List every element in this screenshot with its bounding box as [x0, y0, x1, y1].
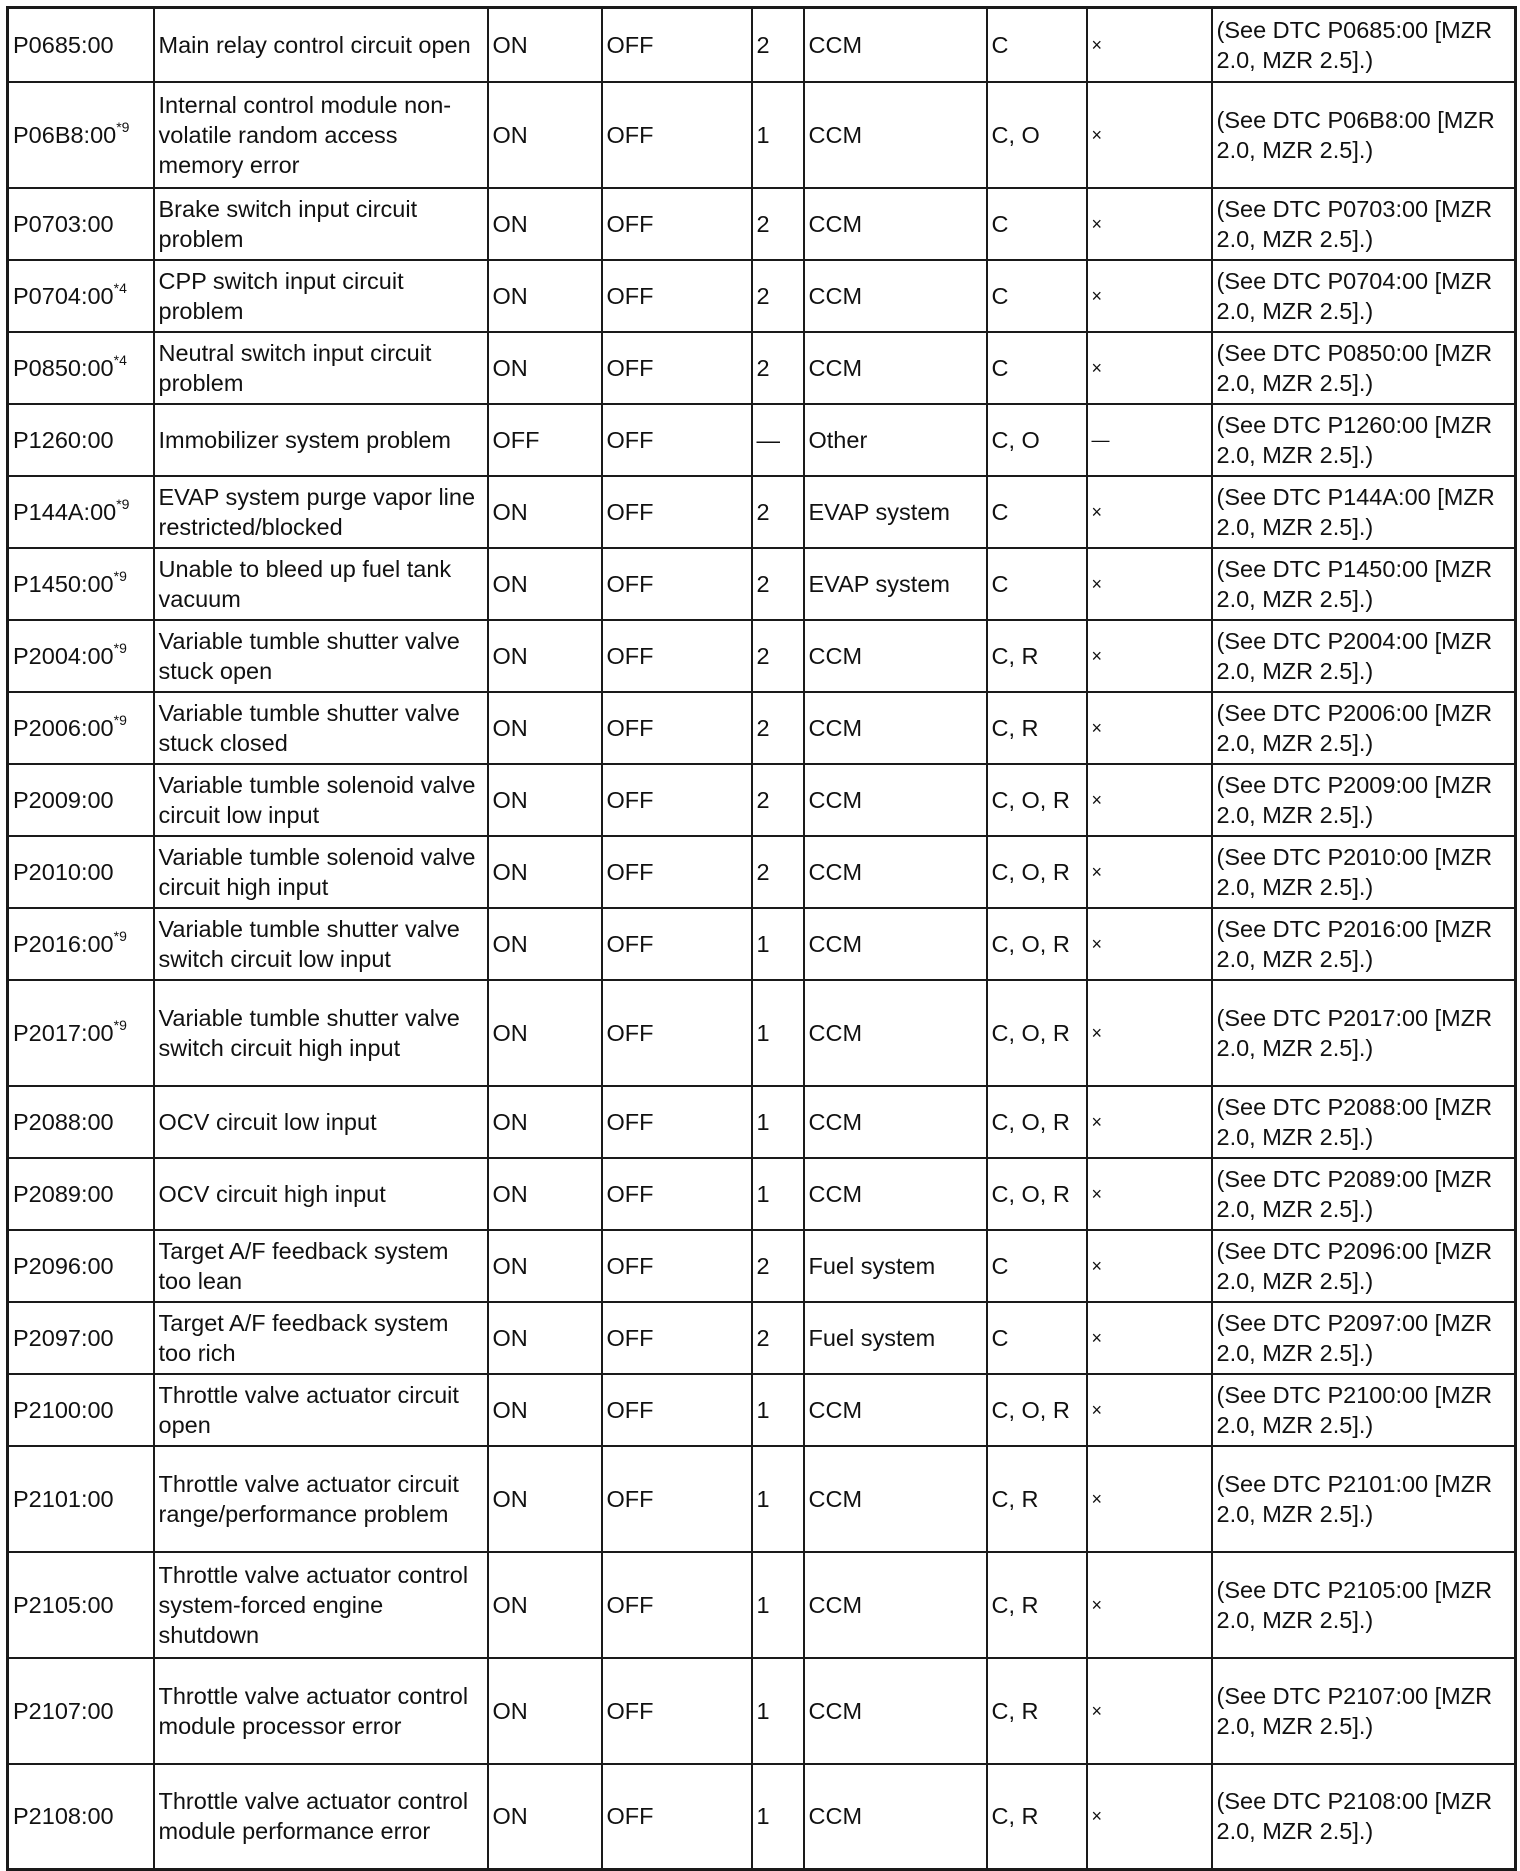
table-row	[8, 1552, 1516, 1658]
description-cell: OCV circuit high input	[154, 1158, 488, 1230]
table-row	[8, 764, 1516, 836]
trip-cell: 2	[752, 476, 804, 548]
generator-light-cell: OFF	[602, 82, 752, 188]
footnote-marker: *9	[113, 711, 127, 728]
footnote-marker: *9	[116, 118, 130, 135]
generator-light-cell: OFF	[602, 1374, 752, 1446]
description-cell: Variable tumble solenoid valve circuit low input	[154, 764, 488, 836]
table-row	[8, 1764, 1516, 1870]
trip-cell: 1	[752, 1086, 804, 1158]
description-cell: CPP switch input circuit problem	[154, 260, 488, 332]
memory-function-cell: C, O, R	[987, 908, 1087, 980]
memory-function-cell: C, O	[987, 82, 1087, 188]
monitor-item-cell: Other	[804, 404, 987, 476]
footnote-marker: *9	[116, 495, 130, 512]
mil-cell: ON	[488, 1230, 602, 1302]
memory-function-cell: C, O, R	[987, 1158, 1087, 1230]
memory-function-cell: C	[987, 548, 1087, 620]
monitor-item-cell: CCM	[804, 764, 987, 836]
generator-light-cell: OFF	[602, 1086, 752, 1158]
dtc-code-cell	[8, 82, 154, 188]
generator-light-cell: OFF	[602, 764, 752, 836]
table-row	[8, 332, 1516, 404]
description-cell: Target A/F feedback system too rich	[154, 1302, 488, 1374]
dtc-code: P2096:00	[13, 1252, 114, 1279]
mil-cell: ON	[488, 1302, 602, 1374]
trip-cell: 2	[752, 8, 804, 82]
reference-cell: (See DTC P1450:00 [MZR 2.0, MZR 2.5].)	[1212, 548, 1516, 620]
mil-cell: ON	[488, 1446, 602, 1552]
table-row	[8, 82, 1516, 188]
trip-cell: 2	[752, 548, 804, 620]
footnote-marker: *4	[113, 351, 127, 368]
monitor-item-cell: CCM	[804, 908, 987, 980]
self-test-mark-cell: ×	[1087, 332, 1212, 404]
description-cell: Neutral switch input circuit problem	[154, 332, 488, 404]
reference-cell: (See DTC P144A:00 [MZR 2.0, MZR 2.5].)	[1212, 476, 1516, 548]
table-row	[8, 1302, 1516, 1374]
dtc-code: P2108:00	[13, 1803, 114, 1830]
table-row	[8, 980, 1516, 1086]
description-cell: Throttle valve actuator control module processor error	[154, 1658, 488, 1764]
dtc-code: P2016:00	[13, 930, 114, 957]
reference-cell: (See DTC P2016:00 [MZR 2.0, MZR 2.5].)	[1212, 908, 1516, 980]
monitor-item-cell: Fuel system	[804, 1302, 987, 1374]
generator-light-cell: OFF	[602, 332, 752, 404]
self-test-mark-cell: ×	[1087, 692, 1212, 764]
memory-function-cell: C, R	[987, 1552, 1087, 1658]
reference-cell: (See DTC P2096:00 [MZR 2.0, MZR 2.5].)	[1212, 1230, 1516, 1302]
monitor-item-cell: CCM	[804, 260, 987, 332]
dtc-code-cell	[8, 620, 154, 692]
table-row	[8, 1230, 1516, 1302]
trip-cell: 2	[752, 1302, 804, 1374]
dtc-table-body	[8, 8, 1516, 1870]
mil-cell: ON	[488, 260, 602, 332]
dtc-code-cell	[8, 332, 154, 404]
reference-cell: (See DTC P2009:00 [MZR 2.0, MZR 2.5].)	[1212, 764, 1516, 836]
generator-light-cell: OFF	[602, 1446, 752, 1552]
self-test-mark-cell: ×	[1087, 1374, 1212, 1446]
reference-cell: (See DTC P2088:00 [MZR 2.0, MZR 2.5].)	[1212, 1086, 1516, 1158]
dtc-code: P06B8:00	[13, 121, 117, 148]
dtc-code-cell	[8, 692, 154, 764]
dtc-code: P2006:00	[13, 714, 114, 741]
self-test-mark-cell: ×	[1087, 908, 1212, 980]
description-cell: Variable tumble shutter valve switch circuit low input	[154, 908, 488, 980]
mil-cell: OFF	[488, 404, 602, 476]
dtc-code-cell	[8, 188, 154, 260]
memory-function-cell: C, R	[987, 620, 1087, 692]
memory-function-cell: C	[987, 476, 1087, 548]
generator-light-cell: OFF	[602, 836, 752, 908]
dtc-code-cell	[8, 1446, 154, 1552]
mil-cell: ON	[488, 332, 602, 404]
dtc-code-cell	[8, 908, 154, 980]
trip-cell: 2	[752, 332, 804, 404]
reference-cell: (See DTC P0850:00 [MZR 2.0, MZR 2.5].)	[1212, 332, 1516, 404]
dtc-code: P2088:00	[13, 1108, 114, 1135]
table-row	[8, 548, 1516, 620]
reference-cell: (See DTC P0685:00 [MZR 2.0, MZR 2.5].)	[1212, 8, 1516, 82]
footnote-marker: *4	[113, 279, 127, 296]
description-cell: Variable tumble shutter valve switch circuit high input	[154, 980, 488, 1086]
trip-cell: 2	[752, 188, 804, 260]
trip-cell: 2	[752, 836, 804, 908]
dtc-code: P0703:00	[13, 210, 114, 237]
dtc-code: P2009:00	[13, 786, 114, 813]
table-row	[8, 836, 1516, 908]
trip-cell: 1	[752, 1374, 804, 1446]
generator-light-cell: OFF	[602, 188, 752, 260]
generator-light-cell: OFF	[602, 1302, 752, 1374]
description-cell: Variable tumble shutter valve stuck closed	[154, 692, 488, 764]
table-row	[8, 260, 1516, 332]
trip-cell: 2	[752, 764, 804, 836]
dtc-code: P0850:00	[13, 354, 114, 381]
reference-cell: (See DTC P2100:00 [MZR 2.0, MZR 2.5].)	[1212, 1374, 1516, 1446]
memory-function-cell: C, R	[987, 1446, 1087, 1552]
table-row	[8, 908, 1516, 980]
memory-function-cell: C, O	[987, 404, 1087, 476]
mil-cell: ON	[488, 1658, 602, 1764]
self-test-mark-cell: ×	[1087, 260, 1212, 332]
self-test-mark-cell: ×	[1087, 1302, 1212, 1374]
self-test-mark-cell: ×	[1087, 764, 1212, 836]
description-cell: Internal control module non-volatile random access memory error	[154, 82, 488, 188]
monitor-item-cell: CCM	[804, 1158, 987, 1230]
table-row	[8, 1374, 1516, 1446]
self-test-mark-cell: ×	[1087, 1230, 1212, 1302]
monitor-item-cell: CCM	[804, 1552, 987, 1658]
trip-cell: 2	[752, 692, 804, 764]
dtc-code-cell	[8, 1086, 154, 1158]
dtc-code: P144A:00	[13, 498, 117, 525]
reference-cell: (See DTC P2101:00 [MZR 2.0, MZR 2.5].)	[1212, 1446, 1516, 1552]
trip-cell: 1	[752, 908, 804, 980]
dtc-code: P2097:00	[13, 1324, 114, 1351]
generator-light-cell: OFF	[602, 908, 752, 980]
mil-cell: ON	[488, 620, 602, 692]
description-cell: Unable to bleed up fuel tank vacuum	[154, 548, 488, 620]
trip-cell: 1	[752, 1552, 804, 1658]
reference-cell: (See DTC P06B8:00 [MZR 2.0, MZR 2.5].)	[1212, 82, 1516, 188]
memory-function-cell: C	[987, 188, 1087, 260]
monitor-item-cell: CCM	[804, 1764, 987, 1870]
self-test-mark-cell: ×	[1087, 1552, 1212, 1658]
memory-function-cell: C	[987, 1302, 1087, 1374]
dtc-code-cell	[8, 476, 154, 548]
dtc-table	[6, 6, 1517, 1871]
generator-light-cell: OFF	[602, 476, 752, 548]
mil-cell: ON	[488, 1374, 602, 1446]
trip-cell: 1	[752, 1764, 804, 1870]
table-row	[8, 1086, 1516, 1158]
monitor-item-cell: CCM	[804, 82, 987, 188]
dtc-code-cell	[8, 836, 154, 908]
dtc-code-cell	[8, 8, 154, 82]
monitor-item-cell: CCM	[804, 8, 987, 82]
mil-cell: ON	[488, 1552, 602, 1658]
trip-cell: 2	[752, 620, 804, 692]
description-cell: Throttle valve actuator control system-forced engine shutdown	[154, 1552, 488, 1658]
monitor-item-cell: CCM	[804, 1446, 987, 1552]
description-cell: Immobilizer system problem	[154, 404, 488, 476]
footnote-marker: *9	[113, 927, 127, 944]
monitor-item-cell: CCM	[804, 620, 987, 692]
reference-cell: (See DTC P2097:00 [MZR 2.0, MZR 2.5].)	[1212, 1302, 1516, 1374]
description-cell: Brake switch input circuit problem	[154, 188, 488, 260]
self-test-mark-cell: ×	[1087, 8, 1212, 82]
dtc-code: P2089:00	[13, 1180, 114, 1207]
table-row	[8, 476, 1516, 548]
dtc-code-cell	[8, 1764, 154, 1870]
memory-function-cell: C	[987, 260, 1087, 332]
trip-cell: 1	[752, 1446, 804, 1552]
trip-cell: 1	[752, 1658, 804, 1764]
monitor-item-cell: CCM	[804, 1086, 987, 1158]
dtc-code-cell	[8, 980, 154, 1086]
dtc-code: P2107:00	[13, 1697, 114, 1724]
reference-cell: (See DTC P2089:00 [MZR 2.0, MZR 2.5].)	[1212, 1158, 1516, 1230]
generator-light-cell: OFF	[602, 620, 752, 692]
trip-cell: 1	[752, 980, 804, 1086]
memory-function-cell: C, R	[987, 692, 1087, 764]
reference-cell: (See DTC P2105:00 [MZR 2.0, MZR 2.5].)	[1212, 1552, 1516, 1658]
generator-light-cell: OFF	[602, 260, 752, 332]
generator-light-cell: OFF	[602, 1552, 752, 1658]
table-row	[8, 620, 1516, 692]
trip-cell: —	[752, 404, 804, 476]
self-test-mark-cell: ×	[1087, 1158, 1212, 1230]
self-test-mark-cell: ×	[1087, 980, 1212, 1086]
self-test-mark-cell: ×	[1087, 1658, 1212, 1764]
reference-cell: (See DTC P2010:00 [MZR 2.0, MZR 2.5].)	[1212, 836, 1516, 908]
self-test-mark-cell: ×	[1087, 620, 1212, 692]
dtc-code-cell	[8, 1552, 154, 1658]
monitor-item-cell: CCM	[804, 1658, 987, 1764]
monitor-item-cell: EVAP system	[804, 476, 987, 548]
monitor-item-cell: CCM	[804, 980, 987, 1086]
mil-cell: ON	[488, 692, 602, 764]
reference-cell: (See DTC P1260:00 [MZR 2.0, MZR 2.5].)	[1212, 404, 1516, 476]
generator-light-cell: OFF	[602, 692, 752, 764]
dtc-code-cell	[8, 1658, 154, 1764]
mil-cell: ON	[488, 476, 602, 548]
mil-cell: ON	[488, 908, 602, 980]
self-test-mark-cell: ×	[1087, 1446, 1212, 1552]
trip-cell: 1	[752, 82, 804, 188]
trip-cell: 2	[752, 1230, 804, 1302]
memory-function-cell: C, O, R	[987, 980, 1087, 1086]
mil-cell: ON	[488, 980, 602, 1086]
dtc-code-cell	[8, 1302, 154, 1374]
monitor-item-cell: Fuel system	[804, 1230, 987, 1302]
self-test-mark-cell: ×	[1087, 82, 1212, 188]
table-row	[8, 692, 1516, 764]
memory-function-cell: C, O, R	[987, 1374, 1087, 1446]
dtc-code: P0704:00	[13, 282, 114, 309]
dtc-code: P2101:00	[13, 1485, 114, 1512]
footnote-marker: *9	[113, 567, 127, 584]
memory-function-cell: C	[987, 1230, 1087, 1302]
mil-cell: ON	[488, 188, 602, 260]
generator-light-cell: OFF	[602, 8, 752, 82]
dtc-code-cell	[8, 1374, 154, 1446]
mil-cell: ON	[488, 1158, 602, 1230]
description-cell: Throttle valve actuator control module performance error	[154, 1764, 488, 1870]
monitor-item-cell: CCM	[804, 332, 987, 404]
reference-cell: (See DTC P2004:00 [MZR 2.0, MZR 2.5].)	[1212, 620, 1516, 692]
table-row	[8, 1446, 1516, 1552]
memory-function-cell: C	[987, 8, 1087, 82]
mil-cell: ON	[488, 1086, 602, 1158]
dtc-code: P2004:00	[13, 642, 114, 669]
monitor-item-cell: CCM	[804, 692, 987, 764]
description-cell: Variable tumble solenoid valve circuit high input	[154, 836, 488, 908]
table-row	[8, 188, 1516, 260]
dtc-code: P1260:00	[13, 426, 114, 453]
trip-cell: 2	[752, 260, 804, 332]
reference-cell: (See DTC P2006:00 [MZR 2.0, MZR 2.5].)	[1212, 692, 1516, 764]
description-cell: EVAP system purge vapor line restricted/blocked	[154, 476, 488, 548]
generator-light-cell: OFF	[602, 1158, 752, 1230]
table-row	[8, 404, 1516, 476]
dtc-code-cell	[8, 1158, 154, 1230]
reference-cell: (See DTC P2108:00 [MZR 2.0, MZR 2.5].)	[1212, 1764, 1516, 1870]
reference-cell: (See DTC P0703:00 [MZR 2.0, MZR 2.5].)	[1212, 188, 1516, 260]
memory-function-cell: C, R	[987, 1658, 1087, 1764]
generator-light-cell: OFF	[602, 404, 752, 476]
memory-function-cell: C, R	[987, 1764, 1087, 1870]
mil-cell: ON	[488, 764, 602, 836]
dtc-code: P0685:00	[13, 31, 114, 58]
description-cell: Throttle valve actuator circuit open	[154, 1374, 488, 1446]
mil-cell: ON	[488, 8, 602, 82]
memory-function-cell: C, O, R	[987, 1086, 1087, 1158]
generator-light-cell: OFF	[602, 1764, 752, 1870]
reference-cell: (See DTC P2017:00 [MZR 2.0, MZR 2.5].)	[1212, 980, 1516, 1086]
description-cell: Variable tumble shutter valve stuck open	[154, 620, 488, 692]
dtc-code: P2105:00	[13, 1591, 114, 1618]
table-row	[8, 1658, 1516, 1764]
self-test-mark-cell: ×	[1087, 1086, 1212, 1158]
self-test-mark-cell: ×	[1087, 836, 1212, 908]
trip-cell: 1	[752, 1158, 804, 1230]
memory-function-cell: C, O, R	[987, 764, 1087, 836]
monitor-item-cell: EVAP system	[804, 548, 987, 620]
mil-cell: ON	[488, 82, 602, 188]
description-cell: Throttle valve actuator circuit range/performance problem	[154, 1446, 488, 1552]
reference-cell: (See DTC P2107:00 [MZR 2.0, MZR 2.5].)	[1212, 1658, 1516, 1764]
self-test-mark-cell: ×	[1087, 188, 1212, 260]
footnote-marker: *9	[113, 639, 127, 656]
description-cell: OCV circuit low input	[154, 1086, 488, 1158]
reference-cell: (See DTC P0704:00 [MZR 2.0, MZR 2.5].)	[1212, 260, 1516, 332]
generator-light-cell: OFF	[602, 980, 752, 1086]
footnote-marker: *9	[113, 1016, 127, 1033]
memory-function-cell: C, O, R	[987, 836, 1087, 908]
dtc-code: P2017:00	[13, 1019, 114, 1046]
self-test-mark-cell: ×	[1087, 548, 1212, 620]
dtc-code: P2100:00	[13, 1396, 114, 1423]
generator-light-cell: OFF	[602, 548, 752, 620]
description-cell: Main relay control circuit open	[154, 8, 488, 82]
dtc-code-cell	[8, 1230, 154, 1302]
table-row	[8, 1158, 1516, 1230]
dtc-code-cell	[8, 548, 154, 620]
monitor-item-cell: CCM	[804, 1374, 987, 1446]
self-test-mark-cell: —	[1087, 404, 1212, 476]
monitor-item-cell: CCM	[804, 188, 987, 260]
mil-cell: ON	[488, 548, 602, 620]
memory-function-cell: C	[987, 332, 1087, 404]
self-test-mark-cell: ×	[1087, 476, 1212, 548]
monitor-item-cell: CCM	[804, 836, 987, 908]
description-cell: Target A/F feedback system too lean	[154, 1230, 488, 1302]
dtc-code-cell	[8, 260, 154, 332]
mil-cell: ON	[488, 836, 602, 908]
dtc-code: P1450:00	[13, 570, 114, 597]
generator-light-cell: OFF	[602, 1658, 752, 1764]
dtc-code-cell	[8, 764, 154, 836]
generator-light-cell: OFF	[602, 1230, 752, 1302]
self-test-mark-cell: ×	[1087, 1764, 1212, 1870]
dtc-code: P2010:00	[13, 858, 114, 885]
dtc-code-cell	[8, 404, 154, 476]
table-row	[8, 8, 1516, 82]
mil-cell: ON	[488, 1764, 602, 1870]
